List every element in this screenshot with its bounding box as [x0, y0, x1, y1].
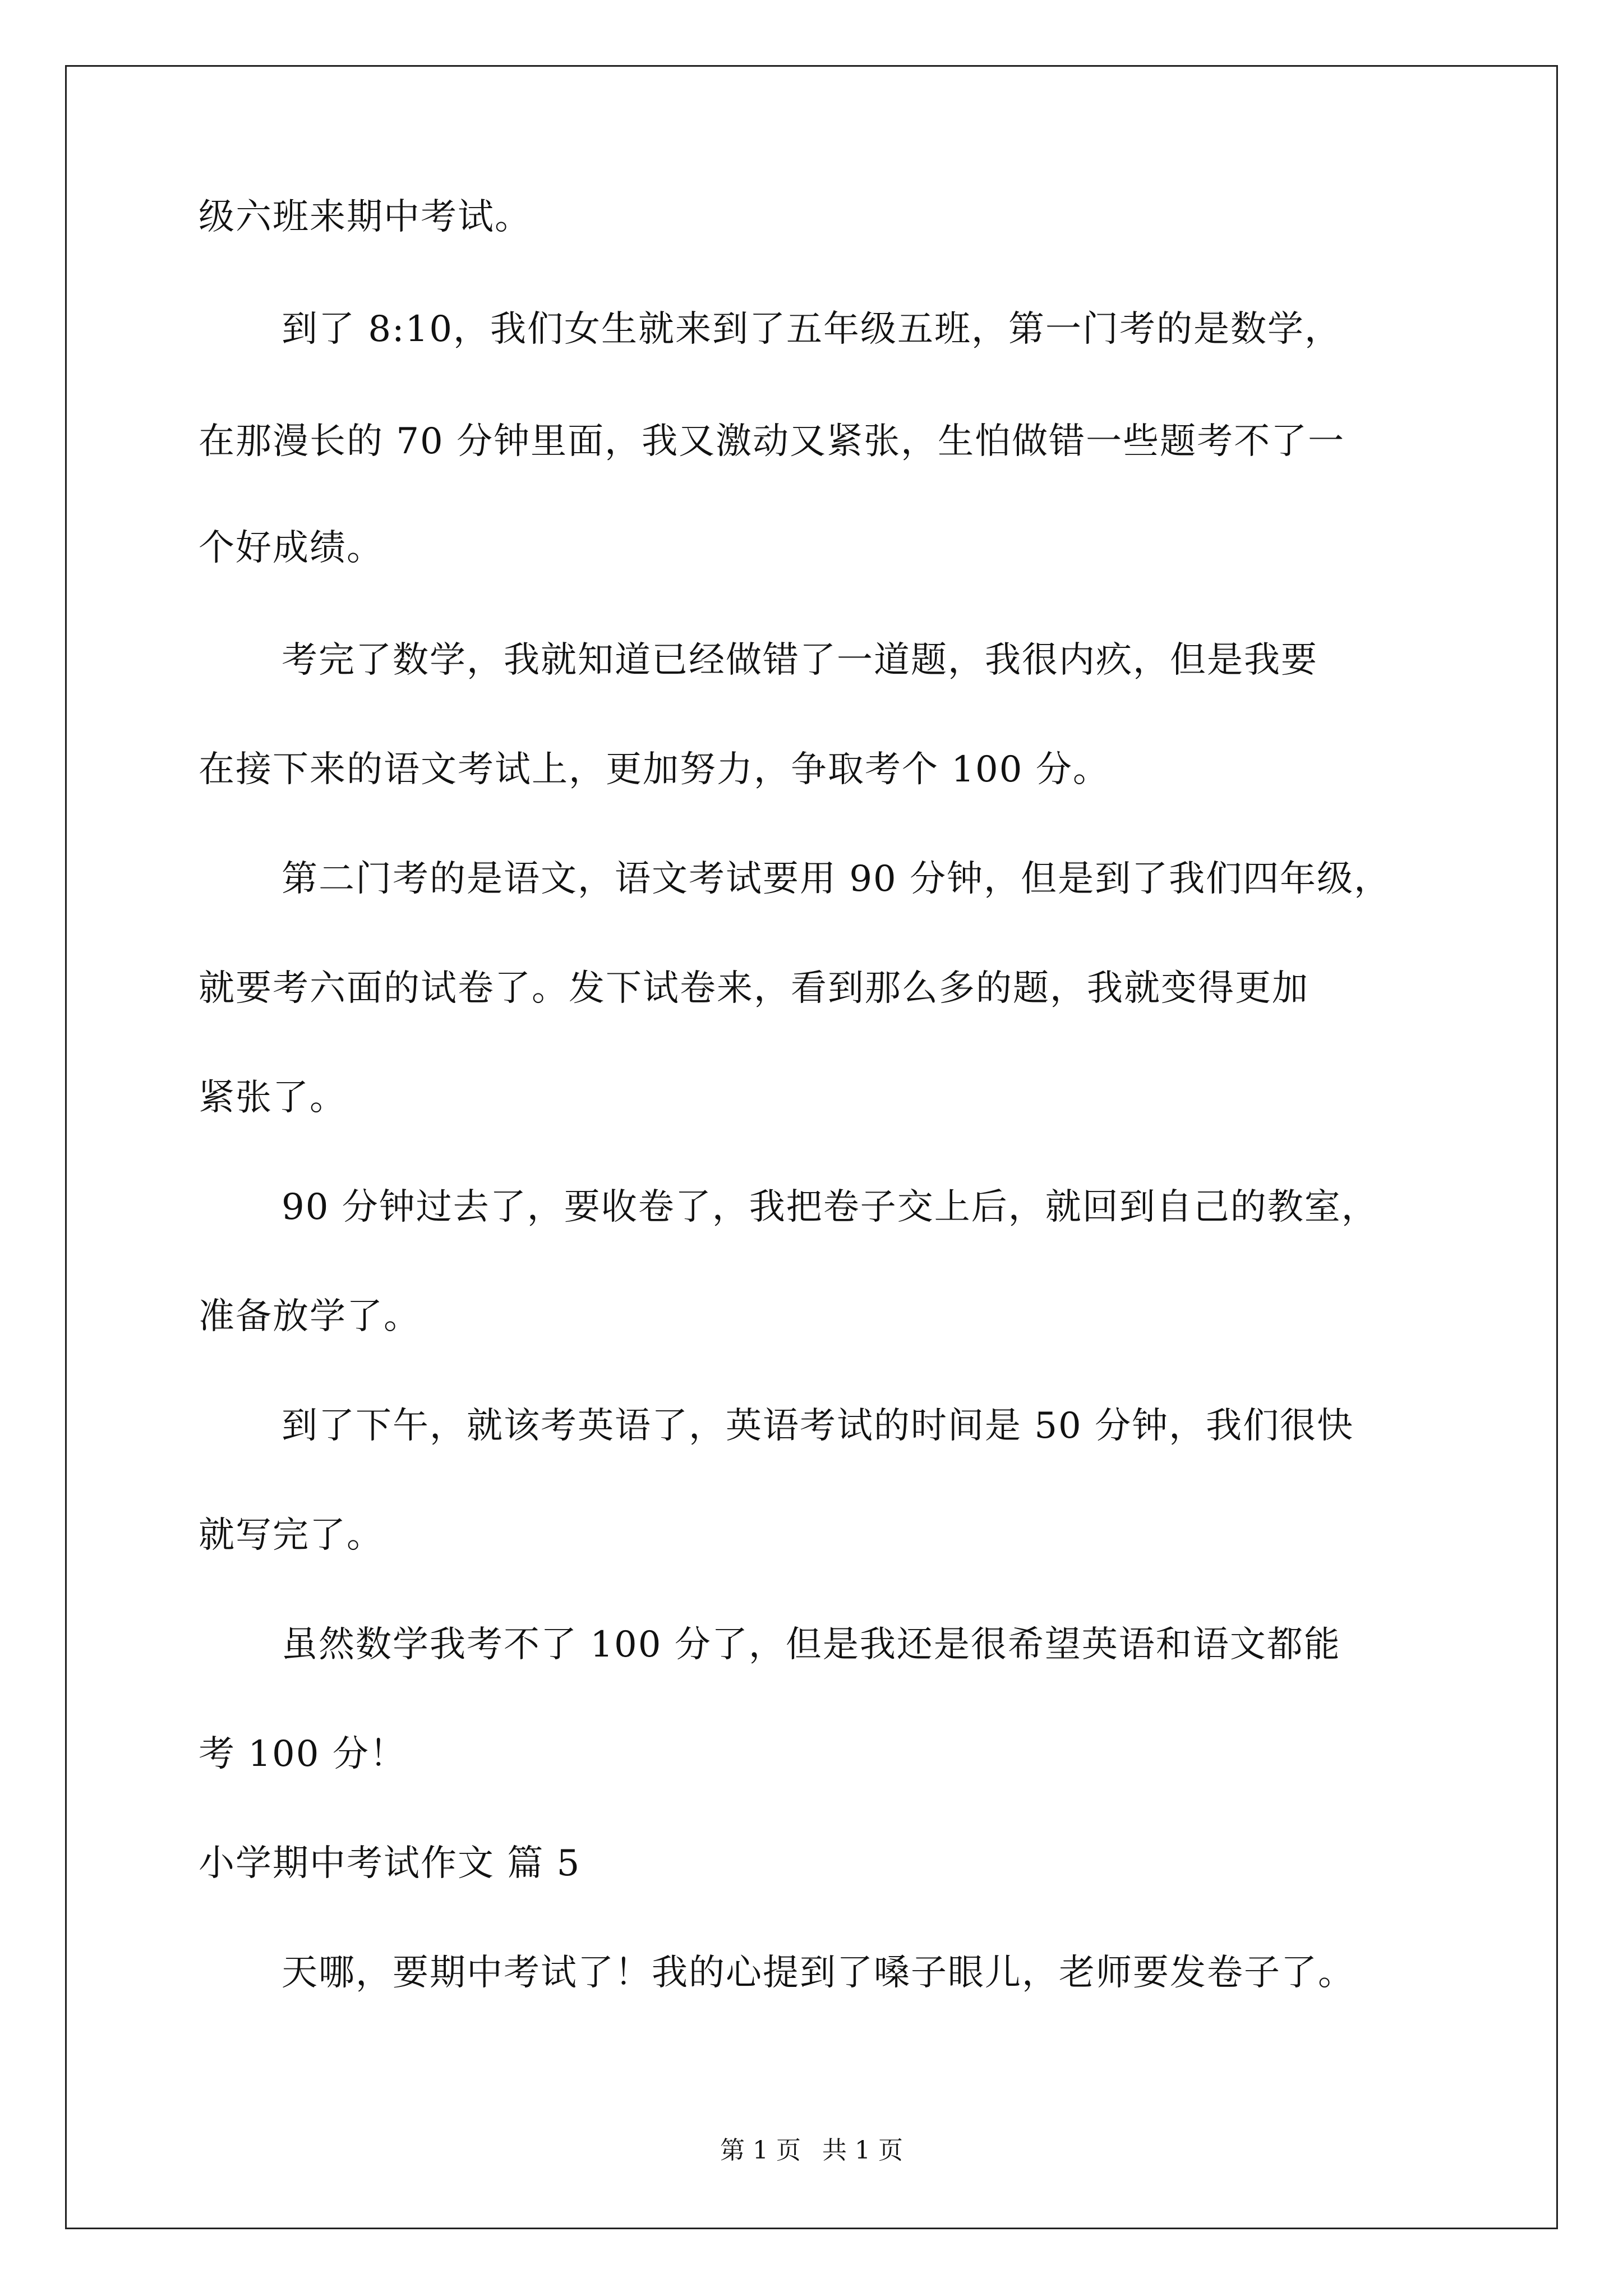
- paragraph-start-line: 90 分钟过去了，要收卷了，我把卷子交上后，就回到自己的教室，: [282, 1186, 1378, 1228]
- text-line: 紧张了。: [199, 1077, 347, 1119]
- text-line: 就要考六面的试卷了。发下试卷来，看到那么多的题，我就变得更加: [199, 968, 1309, 1009]
- paragraph-start-line: 虽然数学我考不了 100 分了，但是我还是很希望英语和语文都能: [282, 1624, 1341, 1665]
- paragraph-start-line: 天哪，要期中考试了！我的心提到了嗓子眼儿，老师要发卷子了。: [282, 1952, 1355, 1994]
- paragraph-start-line: 第二门考的是语文，语文考试要用 90 分钟，但是到了我们四年级，: [282, 858, 1391, 900]
- paragraph-start-line: 到了 8:10，我们女生就来到了五年级五班，第一门考的是数学，: [282, 309, 1342, 350]
- text-line: 在接下来的语文考试上，更加努力，争取考个 100 分。: [199, 749, 1110, 790]
- text-line: 级六班来期中考试。: [199, 196, 532, 238]
- page-border: [65, 65, 1558, 2229]
- page-number-total: 共 1 页: [822, 2136, 903, 2165]
- page-number-current: 第 1 页: [720, 2136, 801, 2165]
- page-footer: [0, 2138, 1623, 2163]
- text-line: 个好成绩。: [199, 527, 384, 569]
- paragraph-start-line: 考完了数学，我就知道已经做错了一道题，我很内疚，但是我要: [282, 639, 1318, 681]
- text-line: 考 100 分！: [199, 1733, 407, 1775]
- paragraph-start-line: 到了下午，就该考英语了，英语考试的时间是 50 分钟，我们很快: [282, 1405, 1354, 1447]
- text-line: 就写完了。: [199, 1515, 384, 1556]
- text-line: 在那漫长的 70 分钟里面，我又激动又紧张，生怕做错一些题考不了一: [199, 421, 1345, 462]
- section-heading: 小学期中考试作文 篇 5: [199, 1843, 581, 1884]
- text-line: 准备放学了。: [199, 1296, 421, 1337]
